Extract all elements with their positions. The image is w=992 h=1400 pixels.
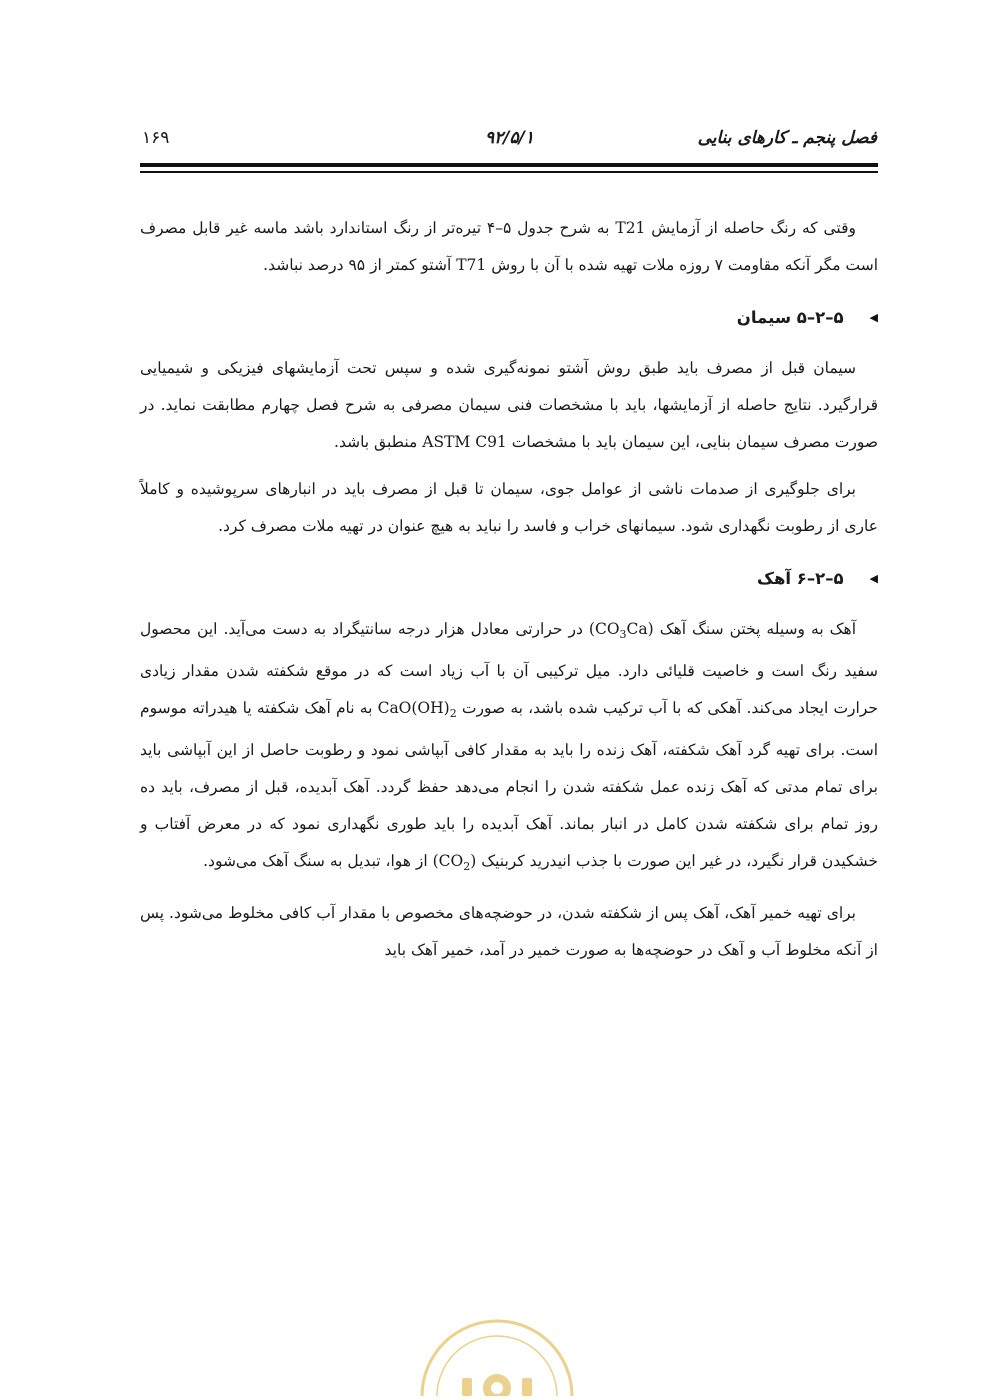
triangle-bullet-icon: ◀ [869, 310, 878, 324]
publisher-logo-watermark [392, 1276, 602, 1396]
body-text [140, 210, 878, 979]
section-heading-text: ۵–۲–۵ سیمان [736, 307, 844, 327]
text-run: به نام آهک شکفته یا هیدراته موسوم است. برای تهیه گرد آهک شکفته، آهک زنده را باید به مقدار کافی آبپاشی نمود و رطوبت حاصل از این آبپاشی باید برای تمام مدتی که آهک زنده عمل شکفته شدن را انجام می‌دهد حفظ گردد. آهک آبدیده، قبل از مصرف، باید ده روز تمام برای شکفته شدن کامل در انبار بماند. آهک آبدیده را باید طوری نگهداری نمود که در معرض آفتاب و خشکیدن قرار نگیرد، در غیر این صورت با جذب انیدرید کربنیک ( [140, 699, 878, 871]
lime-paragraph-1 [140, 611, 878, 885]
chemical-formula: $CO_3Ca$ [594, 620, 648, 642]
page-number: ۱۶۹ [142, 128, 170, 148]
header-rule-thick [140, 163, 878, 167]
page-header [142, 128, 877, 160]
lime-paragraph-2: برای تهیه خمیر آهک، آهک پس از شکفته شدن، در حوضچه‌های مخصوص با مقدار آب کافی مخلوط می‌شود. پس از آنکه مخلوط آب و آهک در حوضچه‌ها به صورت خمیر در آمد، خمیر آهک باید [140, 904, 878, 960]
section-heading-text: ۵–۲–۶ آهک [757, 568, 844, 588]
chapter-title: فصل پنجم ـ کارهای بنایی [697, 128, 877, 148]
triangle-bullet-icon: ◀ [869, 571, 878, 585]
header-date: ۹۲/۵/۱ [485, 128, 534, 148]
intro-paragraph: وقتی که رنگ حاصله از آزمایش T21 به شرح جدول ۵–۴ تیره‌تر از رنگ استاندارد باشد ماسه غیر قابل مصرف است مگر آنکه مقاومت ۷ روزه ملات تهیه شده با آن با روش T71 آشتو کمتر از ۹۵ درصد نباشد. [140, 219, 878, 274]
text-run: آهک به وسیله پختن سنگ آهک ( [647, 620, 857, 638]
header-rule-thin [140, 171, 878, 173]
text-run: ) در حرارتی معادل هزار درجه سانتیگراد به دست می‌آید. این محصول سفید رنگ است و خاصیت قلیائی دارد. میل ترکیبی آن با آب زیاد است که در موقع شکفته شدن مقدار زیادی حرارت ایجاد می‌کند. آهکی که با آب ترکیب شده باشد، به صورت [140, 620, 878, 718]
chemical-formula: $CO_2$ [438, 852, 471, 874]
section-heading-lime [140, 557, 878, 599]
chemical-formula: $CaO(OH)_2$ [377, 699, 457, 721]
cement-paragraph-2: برای جلوگیری از صدمات ناشی از عوامل جوی، سیمان تا قبل از مصرف باید در انبارهای سرپوشیده و کاملاً عاری از رطوبت نگهداری شود. سیمانهای خراب و فاسد را نباید به هیچ عنوان در تهیه ملات مصرف کرد. [140, 480, 878, 535]
section-heading-cement [140, 296, 878, 338]
text-run: ) از هوا، تبدیل به سنگ آهک می‌شود. [203, 852, 439, 871]
logo-emblem-icon [392, 1276, 602, 1396]
cement-paragraph-1: سیمان قبل از مصرف باید طبق روش آشتو نمونه‌گیری شده و سپس تحت آزمایشهای فیزیکی و شیمیایی قرارگیرد. نتایج حاصله از آزمایشها، باید با مشخصات فنی سیمان مصرفی به شرح فصل چهارم مطابقت نماید. در صورت مصرف سیمان بنایی، این سیمان باید با مشخصات ASTM C91 منطبق باشد. [140, 359, 878, 451]
